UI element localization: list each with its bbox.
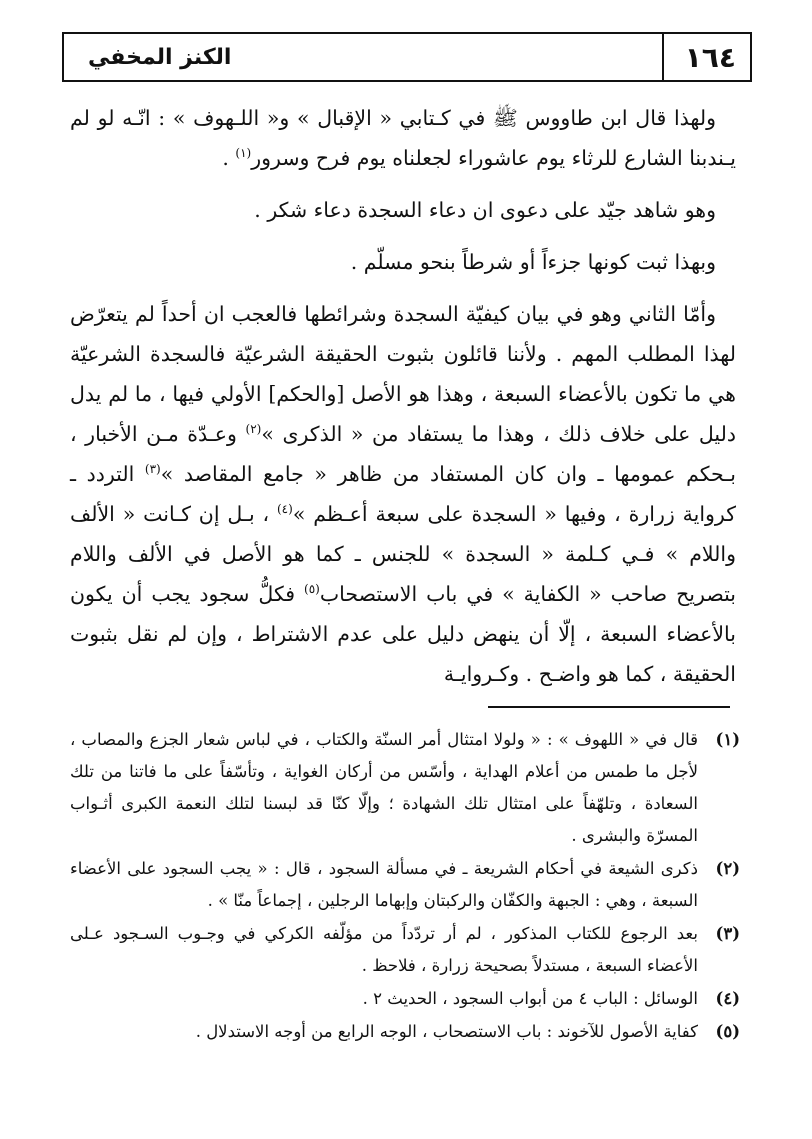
- footnote-ref: (٤): [276, 502, 293, 517]
- footnote-text: بعد الرجوع للكتاب المذكور ، لم أر تردّداً من مؤلّفه الكركي في وجـوب السـجود عـلى الأعضاء السبعة ، مستدلاً بصحيحة زرارة ، فلاحظ .: [70, 924, 698, 975]
- paragraph-text: وعـدّة مـن الأخبار ، بـحكم عمومها ـ وان كان المستفاد من ظاهر « جامع المقاصد »: [70, 422, 736, 486]
- paragraph-text: ، بـل إن كـانت « الألف واللام » فـي كـلمة « السجدة » للجنس ـ كما هو الأصل في الألف واللام بتصريح صاحب « الكفاية » في باب الاستصحاب: [70, 502, 736, 606]
- footnote-text: الوسائل : الباب ٤ من أبواب السجود ، الحديث ٢ .: [362, 989, 698, 1008]
- footnote-text: كفاية الأصول للآخوند : باب الاستصحاب ، الوجه الرابع من أوجه الاستدلال .: [195, 1022, 698, 1041]
- footnote-number: (٤): [715, 989, 740, 1008]
- paragraph-text: ولهذا قال ابن طاووس ﷺ في كـتابي « الإقبال » و« اللـهوف » : انّـه لو لم يـندبنا الشارع للرثاء يوم عاشوراء لجعلناه يوم فرح وسرور: [70, 106, 736, 170]
- footnote: [70, 724, 740, 852]
- footnote-ref: (٣): [144, 462, 161, 477]
- footnote-ref: (٥): [304, 582, 320, 597]
- paragraph-text: وأمّا الثاني وهو في بيان كيفيّة السجدة وشرائطها فالعجب ان أحداً لم يتعرّض لهذا المطلب المهم . ولأننا قائلون بثبوت الحقيقة الشرعيّة فالسجدة الشرعيّة هي ما تكون بالأعضاء السبعة ، وهذا هو الأصل [والحكم] الأولي فيها ، ما لم يدل دليل على خلاف ذلك ، وهذا ما يستفاد من « الذكرى »: [70, 302, 736, 446]
- footnote: [70, 1016, 740, 1048]
- footnote-ref: (١): [235, 146, 252, 161]
- paragraph-text: التردد ـ كرواية زرارة ، وفيها « السجدة على سبعة أعـظم »: [70, 462, 736, 526]
- page-header: [62, 32, 752, 82]
- footnote: [70, 983, 740, 1015]
- footnote-ref: (٢): [245, 422, 262, 437]
- footnote-number: (٣): [715, 924, 740, 943]
- footnote-number: (١): [715, 730, 740, 749]
- footnote: [70, 918, 740, 982]
- footnote-text: قال في « اللهوف » : « ولولا امتثال أمر السنّة والكتاب ، في لباس شعار الجزع والمصاب ، لأجل ما طمس من أعلام الهداية ، وأسّس من أركان الغواية ، وتأسّفاً على ما فاتنا من تلك السعادة ، وتلهّفاً على امتثال تلك الشهادة ؛ وإلّا كنّا قد لبسنا لتلك النعمة الكبرى أثـواب المسرّة والبشرى .: [70, 730, 698, 845]
- paragraph: وهو شاهد جيّد على دعوى ان دعاء السجدة دعاء شكر .: [254, 198, 716, 222]
- book-title: الكنز المخفي: [88, 44, 232, 70]
- footnotes: [70, 724, 740, 1049]
- paragraph-text: فكلُّ سجود يجب أن يكون بالأعضاء السبعة ، إلّا أن ينهض دليل على عدم الاشتراط ، وإن لم نقل بثبوت الحقيقة ، كما هو واضـح . وكـروايـة: [70, 582, 736, 686]
- paragraph: ولهذا قال ابن طاووس ﷺ في كـتابي « الإقبال » و« اللـهوف » : انّـه لو لم يـندبنا الشارع للرثاء يوم عاشوراء لجعلناه يوم فرح وسرور$^{(١)}$ .: [70, 106, 736, 170]
- header-divider: [662, 34, 665, 80]
- main-text: [70, 98, 736, 694]
- footnote-number: (٢): [715, 859, 740, 878]
- footnote-text: ذكرى الشيعة في أحكام الشريعة ـ في مسألة السجود ، قال : « يجب السجود على الأعضاء السبعة ، وهي : الجبهة والكفّان والركبتان وإبهاما الرجلين ، إجماعاً منّا » .: [70, 859, 698, 910]
- paragraph: [70, 294, 736, 694]
- paragraph: وبهذا ثبت كونها جزءاً أو شرطاً بنحو مسلّم .: [350, 250, 716, 274]
- footnote: [70, 853, 740, 917]
- footnote-separator: [488, 706, 730, 708]
- footnote-number: (٥): [715, 1022, 740, 1041]
- page-number: ١٦٤: [684, 40, 736, 74]
